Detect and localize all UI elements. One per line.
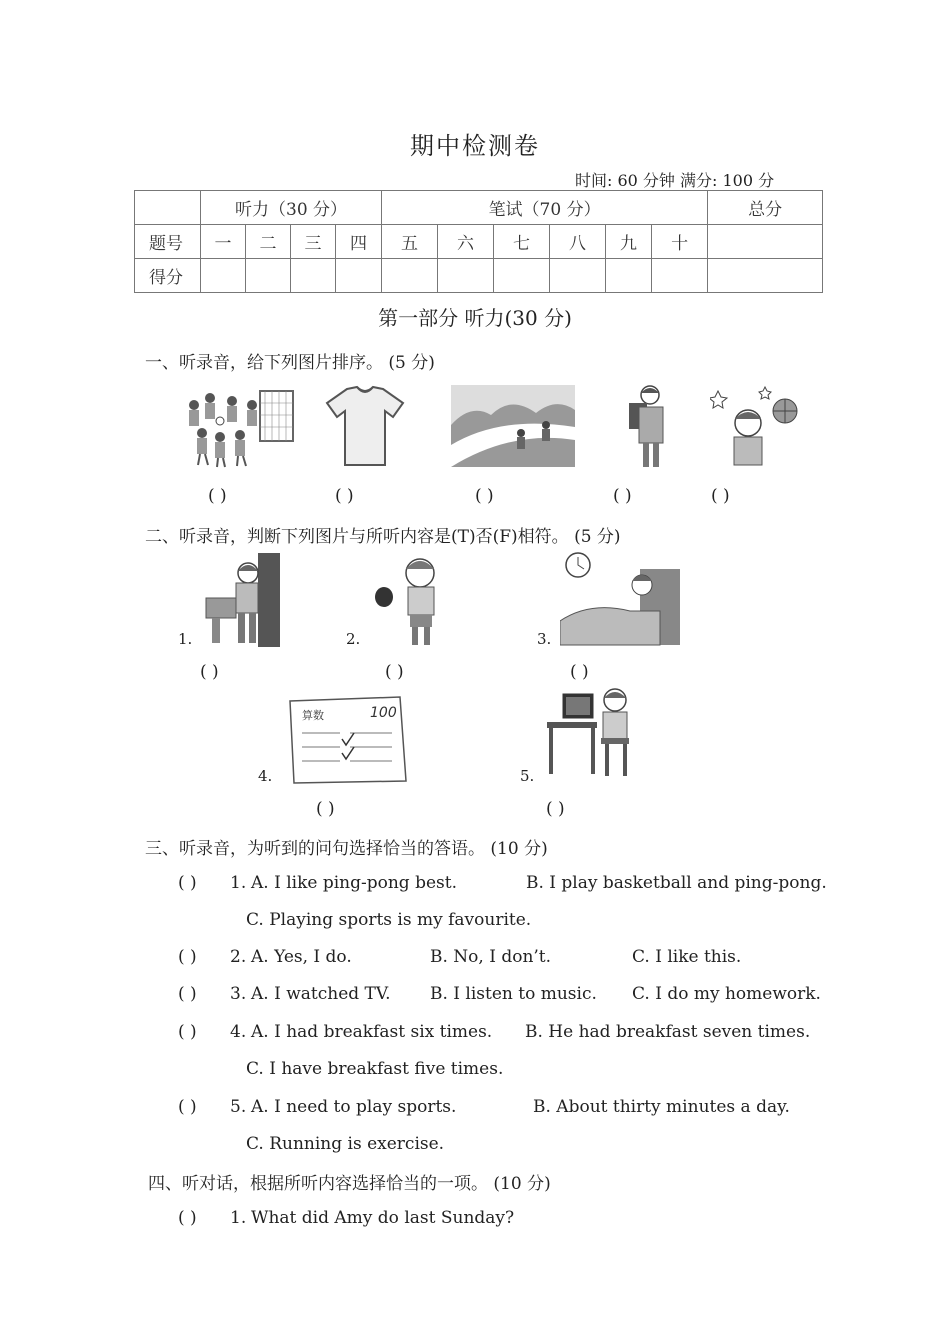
score-cell[interactable] xyxy=(201,259,246,293)
total-header: 总分 xyxy=(708,191,823,225)
part-one-title: 第一部分 听力(30 分) xyxy=(378,306,572,330)
section-1-heading: 一、听录音，给下列图片排序。 (5 分) xyxy=(145,353,435,373)
tf-blank-5[interactable]: ( ) xyxy=(546,799,565,819)
score-cell[interactable] xyxy=(246,259,291,293)
question-number-cell: 十 xyxy=(652,225,708,259)
question-text: What did Amy do last Sunday? xyxy=(251,1208,515,1228)
question-number-cell: 六 xyxy=(438,225,494,259)
option-b: B. I play basketball and ping-pong. xyxy=(526,873,827,893)
option-a: A. I need to play sports. xyxy=(251,1097,457,1117)
picture-label-5: 5. xyxy=(520,767,535,785)
tf-blank-2[interactable]: ( ) xyxy=(385,662,404,682)
picture-label-1: 1. xyxy=(178,630,193,648)
question-number-cell: 四 xyxy=(336,225,382,259)
page-title: 期中检测卷 xyxy=(410,132,540,160)
option-b: B. About thirty minutes a day. xyxy=(533,1097,790,1117)
score-cell[interactable] xyxy=(382,259,438,293)
option-c: C. I like this. xyxy=(632,947,742,967)
question-number-cell: 九 xyxy=(606,225,652,259)
order-blank-5[interactable]: ( ) xyxy=(711,486,730,506)
order-blank-1[interactable]: ( ) xyxy=(208,486,227,506)
option-c: C. Playing sports is my favourite. xyxy=(246,910,532,930)
answer-paren[interactable]: ( ) xyxy=(178,1022,197,1042)
math-title-text: 算数 xyxy=(302,709,324,722)
exam-time-info: 时间: 60 分钟 满分: 100 分 xyxy=(575,171,775,190)
option-a: A. I watched TV. xyxy=(251,984,391,1004)
boy-carrying-books-picture xyxy=(625,383,670,468)
score-cell[interactable] xyxy=(291,259,336,293)
listening-header: 听力（30 分） xyxy=(201,191,382,225)
boy-waking-up-picture xyxy=(560,551,682,647)
football-players-picture xyxy=(180,383,295,468)
option-a: A. I had breakfast six times. xyxy=(251,1022,493,1042)
score-table xyxy=(134,190,823,293)
option-b: B. No, I don’t. xyxy=(430,947,552,967)
question-number-cell: 七 xyxy=(494,225,550,259)
answer-paren[interactable]: ( ) xyxy=(178,984,197,1004)
answer-paren[interactable]: ( ) xyxy=(178,1097,197,1117)
score-cell[interactable] xyxy=(606,259,652,293)
answer-paren[interactable]: ( ) xyxy=(178,873,197,893)
section-3-heading: 三、听录音，为听到的问句选择恰当的答语。 (10 分) xyxy=(145,839,548,859)
question-number: 3. xyxy=(230,984,247,1004)
question-number-cell: 五 xyxy=(382,225,438,259)
boy-hit-by-ball-picture xyxy=(710,385,800,467)
picture-label-4: 4. xyxy=(258,767,273,785)
boy-washing-hands-picture xyxy=(200,553,280,647)
score-100-text: 100 xyxy=(370,705,397,721)
question-number: 5. xyxy=(230,1097,247,1117)
question-number: 1. xyxy=(230,873,247,893)
question-number-cell: 八 xyxy=(550,225,606,259)
question-number: 4. xyxy=(230,1022,247,1042)
row-question-label: 题号 xyxy=(135,225,201,259)
score-cell[interactable] xyxy=(438,259,494,293)
tf-blank-1[interactable]: ( ) xyxy=(200,662,219,682)
score-cell[interactable] xyxy=(708,259,823,293)
hiking-picture xyxy=(451,385,575,467)
tf-blank-4[interactable]: ( ) xyxy=(316,799,335,819)
question-number-cell: 二 xyxy=(246,225,291,259)
question-number: 2. xyxy=(230,947,247,967)
math-test-paper-picture xyxy=(280,695,410,785)
option-b: B. I listen to music. xyxy=(430,984,597,1004)
order-blank-2[interactable]: ( ) xyxy=(335,486,354,506)
row-score-label: 得分 xyxy=(135,259,201,293)
t-shirt-picture xyxy=(325,385,405,467)
total-cell xyxy=(708,225,823,259)
answer-paren[interactable]: ( ) xyxy=(178,1208,197,1228)
option-c: C. Running is exercise. xyxy=(246,1134,445,1154)
boy-using-computer-picture xyxy=(545,688,633,780)
answer-paren[interactable]: ( ) xyxy=(178,947,197,967)
option-b: B. He had breakfast seven times. xyxy=(525,1022,811,1042)
picture-label-3: 3. xyxy=(537,630,552,648)
option-a: A. I like ping-pong best. xyxy=(251,873,457,893)
section-2-heading: 二、听录音，判断下列图片与所听内容是(T)否(F)相符。 (5 分) xyxy=(145,527,621,547)
section-4-heading: 四、听对话，根据所听内容选择恰当的一项。 (10 分) xyxy=(148,1174,551,1194)
writing-header: 笔试（70 分） xyxy=(382,191,708,225)
question-number: 1. xyxy=(230,1208,247,1228)
option-c: C. I have breakfast five times. xyxy=(246,1059,504,1079)
option-a: A. Yes, I do. xyxy=(251,947,352,967)
table-corner-cell xyxy=(135,191,201,225)
picture-label-2: 2. xyxy=(346,630,361,648)
score-cell[interactable] xyxy=(550,259,606,293)
question-number-cell: 一 xyxy=(201,225,246,259)
question-number-cell: 三 xyxy=(291,225,336,259)
option-c: C. I do my homework. xyxy=(632,984,821,1004)
score-cell[interactable] xyxy=(652,259,708,293)
boy-playing-ping-pong-picture xyxy=(372,553,457,647)
order-blank-4[interactable]: ( ) xyxy=(613,486,632,506)
score-cell[interactable] xyxy=(494,259,550,293)
score-cell[interactable] xyxy=(336,259,382,293)
tf-blank-3[interactable]: ( ) xyxy=(570,662,589,682)
order-blank-3[interactable]: ( ) xyxy=(475,486,494,506)
